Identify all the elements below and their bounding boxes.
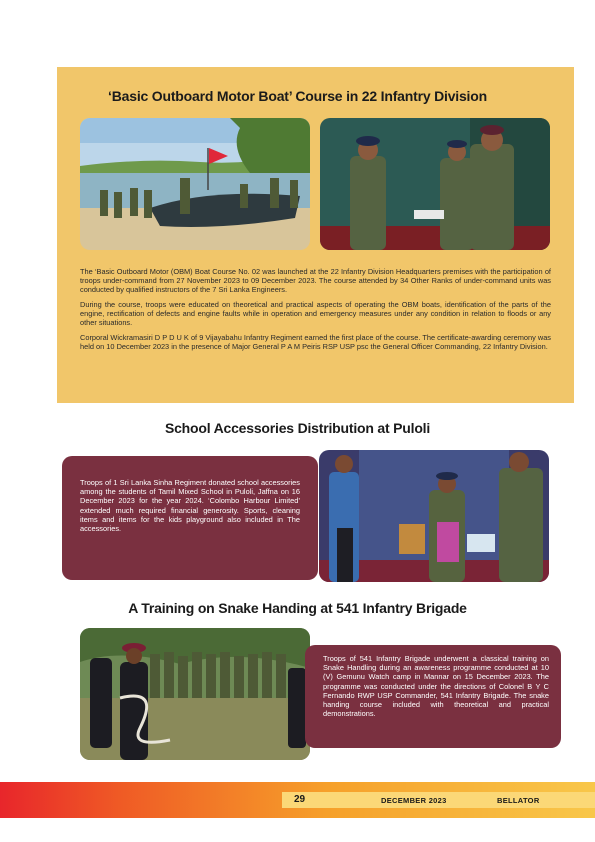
article-body-obm (80, 267, 551, 357)
photo-snake-handling (80, 628, 310, 760)
magazine-name: BELLATOR (497, 796, 540, 805)
paragraph: Corporal Wickramasiri D P D U K of 9 Vijayabahu Infantry Regiment earned the first place of the course. The certificate-awarding ceremony was held on 10 December 2023 in the presence of Major General P A M Peiris RSP USP psc the General Officer Commanding, 22 Infantry Division. (80, 333, 551, 351)
photo-boat-training (80, 118, 310, 250)
photo-certificate-award (320, 118, 550, 250)
article-title-obm-course: ‘Basic Outboard Motor Boat’ Course in 22 Infantry Division (108, 88, 487, 104)
article-title-snake-handling: A Training on Snake Handing at 541 Infantry Brigade (128, 600, 467, 616)
article-box-snake (305, 645, 561, 748)
article-text-school: Troops of 1 Sri Lanka Sinha Regiment donated school accessories among the students of Tamil Mixed School in Puloli, Jaffna on 16 December 2023 for the year 2024. ‘Colombo Harbour Limited’ extended much required financial generosity. Sports, cleaning items and items for the kids playground also included in The accessories. (80, 478, 300, 534)
photo-school-distribution (319, 450, 549, 582)
issue-date: DECEMBER 2023 (381, 796, 447, 805)
paragraph: The ‘Basic Outboard Motor (OBM) Boat Course No. 02 was launched at the 22 Infantry Division Headquarters premises with the participation of troops under-command from 27 November 2023 to 09 December 2023. The course attended by 34 Other Ranks of under-command units was conducted by qualified instructors of the 7 Sri Lanka Engineers. (80, 267, 551, 294)
article-title-school-accessories: School Accessories Distribution at Puloli (164, 420, 431, 436)
article-text-snake: Troops of 541 Infantry Brigade underwent a classical training on Snake Handling during an awareness programme conducted at 10 (V) Gemunu Watch camp in Mannar on 15 December 2023. The programme was conducted under the directions of Colonel B Y C Fernando RWP USP Commander, 541 Infantry Brigade. The snake handing course included with theoretical and practical demonstrations. (323, 654, 549, 719)
paragraph: During the course, troops were educated on theoretical and practical aspects of operating the OBM boats, identification of the parts of the engine, rectification of defects and engine faults while in operation and emergency measures under any condition in relation to floods or any other situations. (80, 300, 551, 327)
page-number: 29 (294, 794, 306, 805)
article-box-school (62, 456, 318, 580)
